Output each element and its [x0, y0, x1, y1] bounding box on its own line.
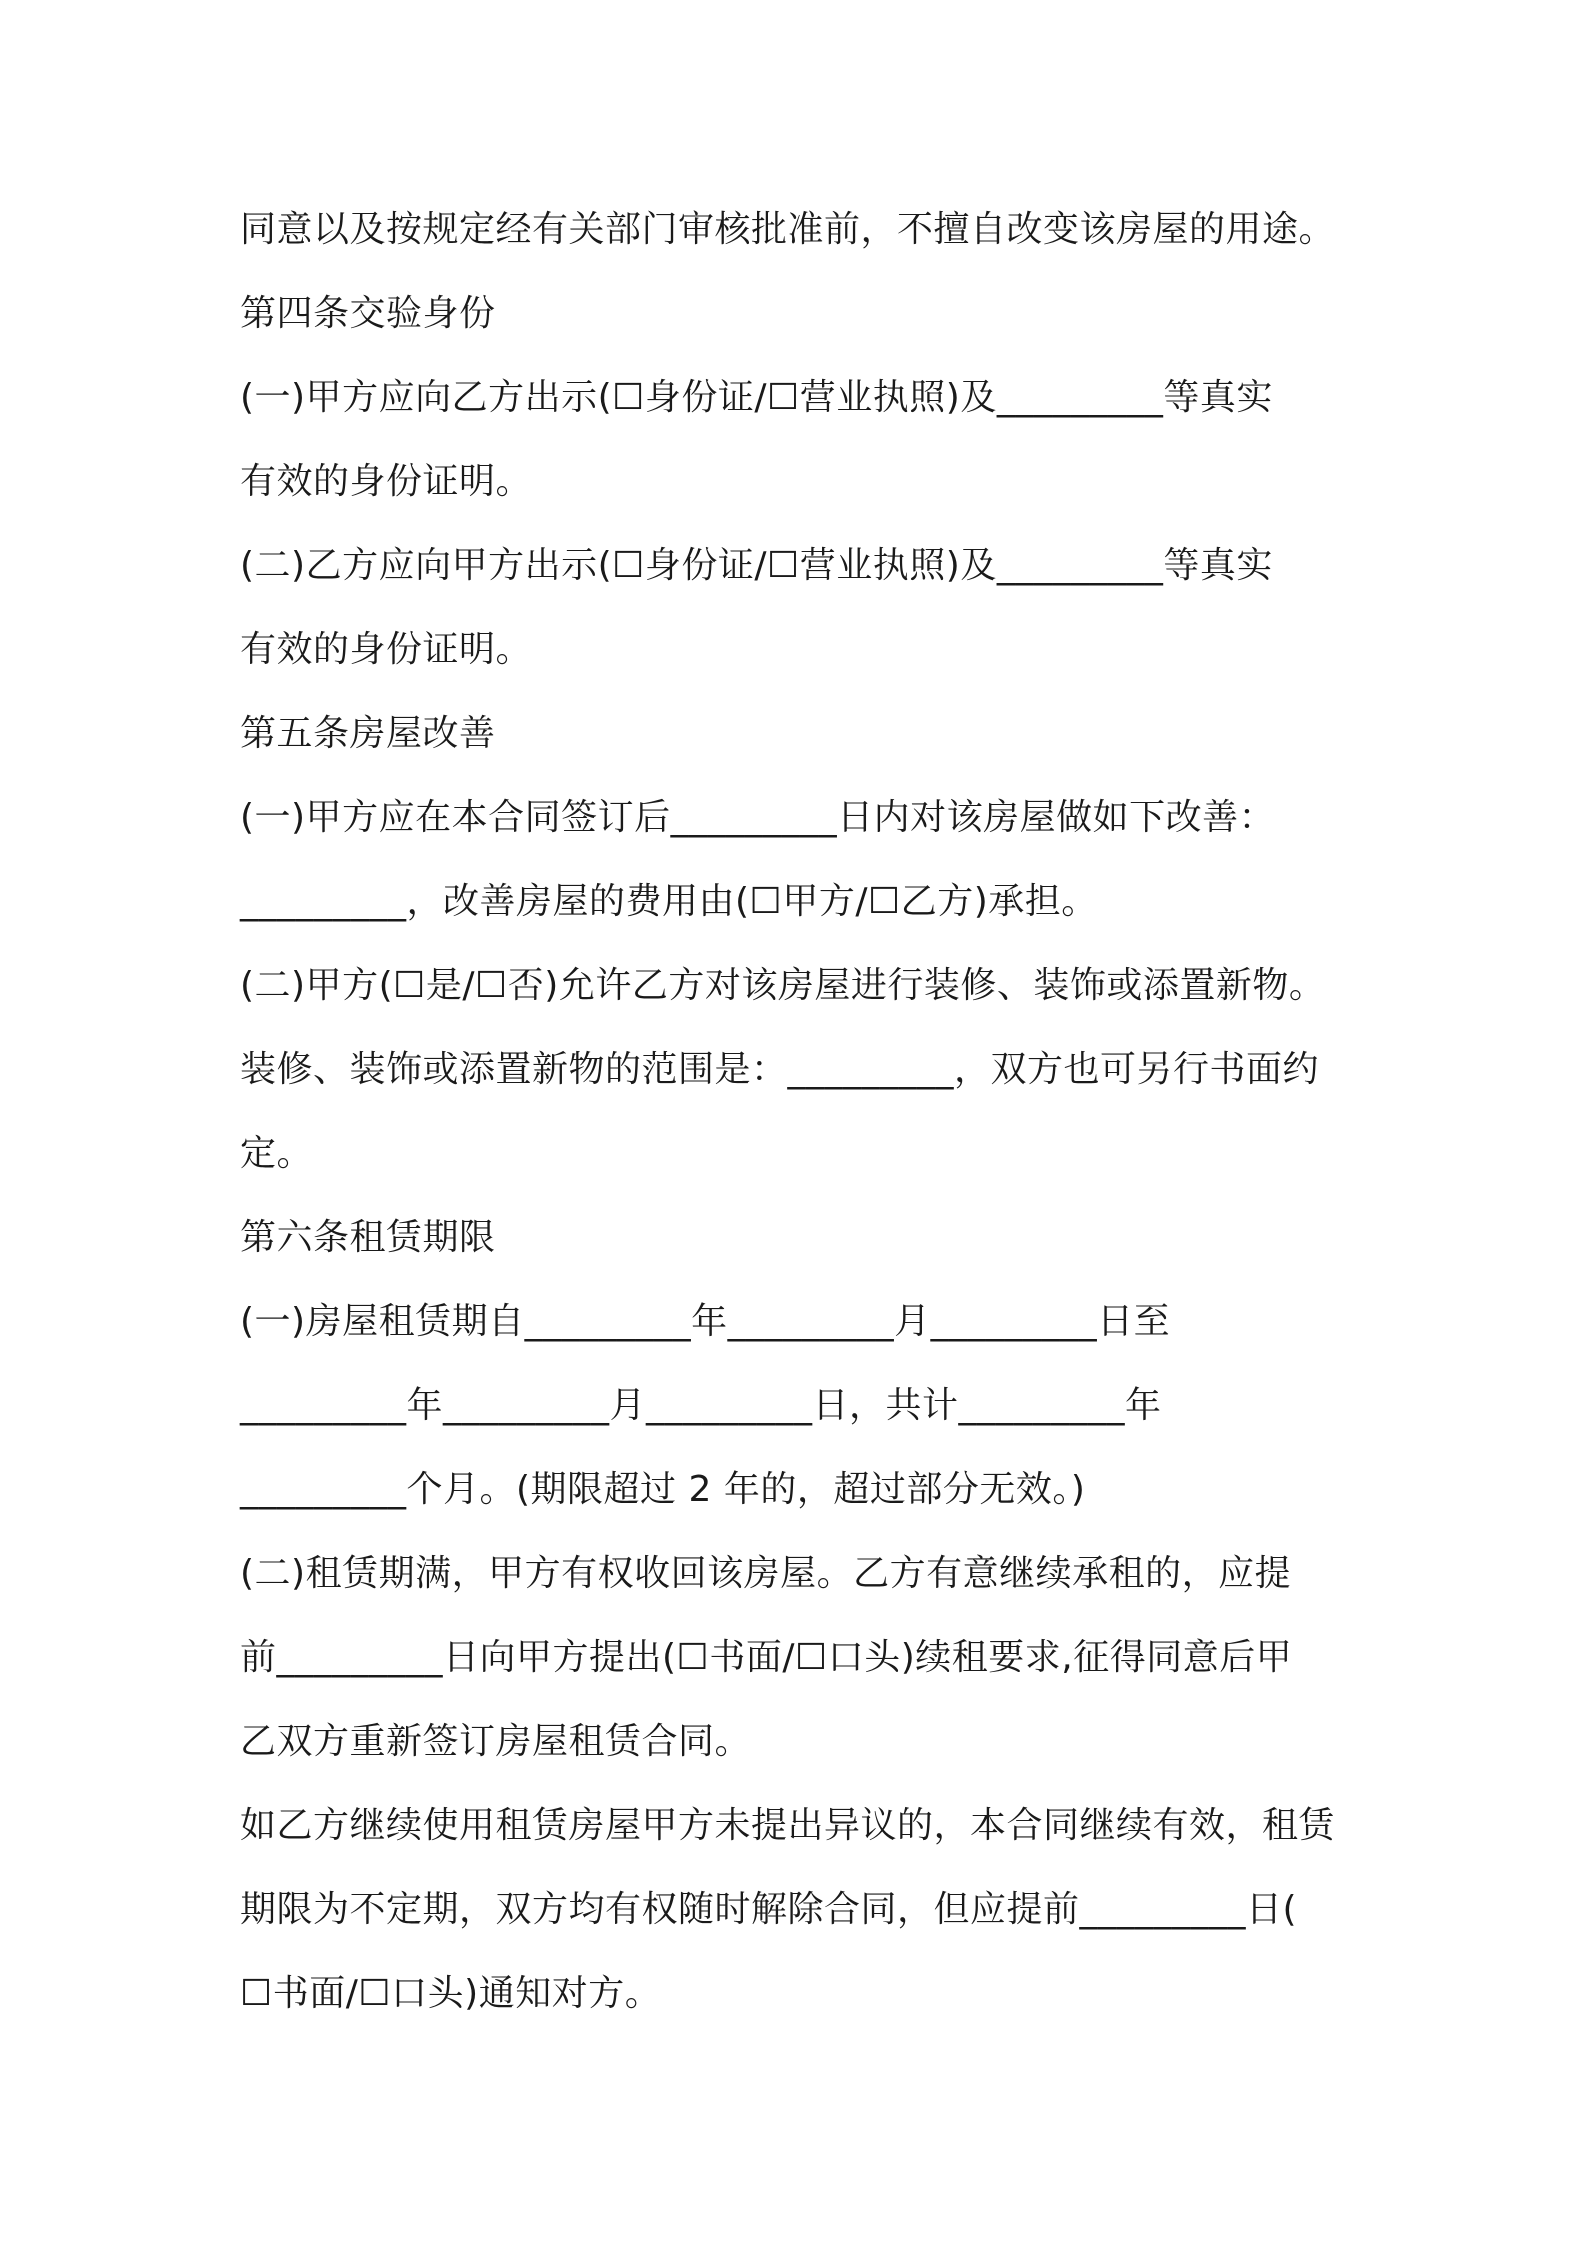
text-line: 定。: [240, 1133, 314, 1174]
text-line: 前_________日向甲方提出(☐书面/☐口头)续租要求,征得同意后甲: [240, 1637, 1293, 1678]
text-line: 有效的身份证明。: [240, 461, 533, 502]
text-line: (二)乙方应向甲方出示(☐身份证/☐营业执照)及_________等真实: [240, 545, 1273, 586]
text-line: (一)房屋租赁期自_________年_________月_________日至: [240, 1301, 1171, 1342]
section-heading: 第六条租赁期限: [240, 1217, 496, 1258]
text-line: 期限为不定期，双方均有权随时解除合同，但应提前_________日(: [240, 1889, 1298, 1930]
text-line: 装修、装饰或添置新物的范围是：_________，双方也可另行书面约: [240, 1049, 1320, 1090]
text-line: 乙双方重新签订房屋租赁合同。: [240, 1721, 752, 1762]
section-heading: 第五条房屋改善: [240, 713, 496, 754]
text-line: (一)甲方应在本合同签订后_________日内对该房屋做如下改善：: [240, 797, 1276, 838]
text-line: (二)甲方(☐是/☐否)允许乙方对该房屋进行装修、装饰或添置新物。: [240, 965, 1326, 1006]
text-line: (二)租赁期满，甲方有权收回该房屋。乙方有意继续承租的，应提: [240, 1553, 1292, 1594]
text-line: 同意以及按规定经有关部门审核批准前，不擅自改变该房屋的用途。: [240, 209, 1336, 250]
text-line: (一)甲方应向乙方出示(☐身份证/☐营业执照)及_________等真实: [240, 377, 1273, 418]
text-line: _________年_________月_________日，共计_________年: [240, 1385, 1162, 1426]
text-line: 有效的身份证明。: [240, 629, 533, 670]
section-heading: 第四条交验身份: [240, 293, 496, 334]
text-line: 如乙方继续使用租赁房屋甲方未提出异议的，本合同继续有效，租赁: [240, 1805, 1336, 1846]
text-line: ☐书面/☐口头)通知对方。: [240, 1973, 662, 2014]
text-line: _________个月。(期限超过 2 年的，超过部分无效。): [240, 1469, 1086, 1510]
text-line: _________，改善房屋的费用由(☐甲方/☐乙方)承担。: [240, 881, 1098, 922]
